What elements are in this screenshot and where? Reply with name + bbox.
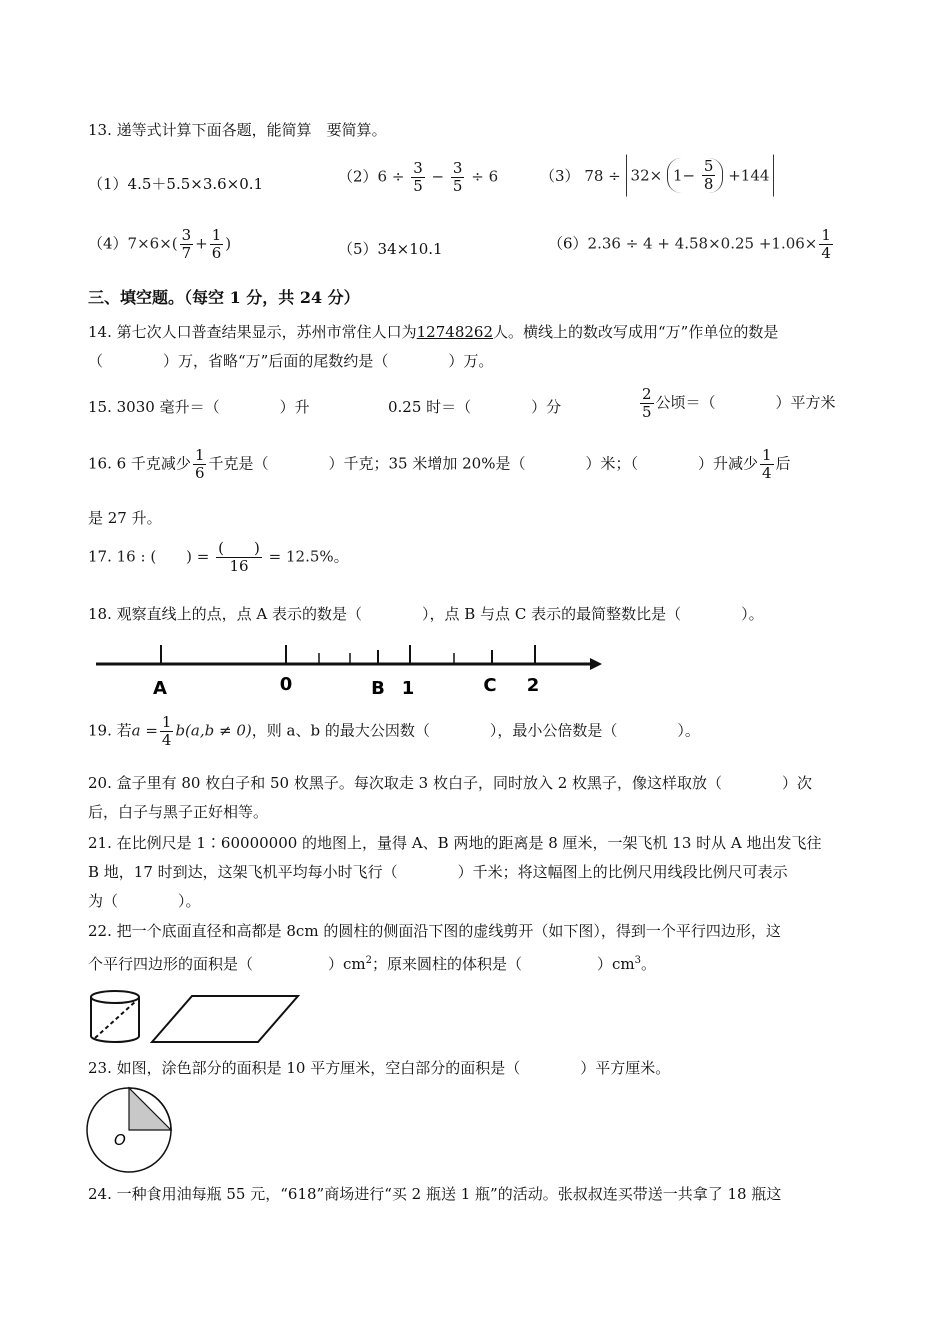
label-0: 0 — [279, 674, 293, 695]
q13-part1: （1）4.5＋5.5×3.6×0.1 — [88, 175, 264, 193]
q16-frac1 — [193, 447, 207, 482]
q19-frac — [160, 714, 174, 749]
q13-part3-frac — [702, 158, 716, 193]
q14-line2: （ ）万，省略“万”后面的尾数约是（ ）万。 — [88, 352, 494, 370]
q24-text: 24. 一种食用油每瓶 55 元，“618”商场进行“买 2 瓶送 1 瓶”的活动。张叔叔连买带送一共拿了 18 瓶这 — [88, 1185, 782, 1203]
frac-denominator: 4 — [161, 731, 172, 749]
q22-figures — [86, 988, 306, 1048]
q13-title: 13. 递等式计算下面各题，能简算 要简算。 — [88, 121, 387, 139]
q13-part6-label: （6） — [548, 234, 588, 253]
q13-part4-expr-b: ) — [225, 234, 232, 253]
q13-part3-expr-c: 1− — [672, 166, 696, 185]
q22-sup-3: 3 — [634, 955, 642, 966]
frac-denominator: 5 — [642, 403, 652, 421]
q21-line2: B 地，17 时到达，这架飞机平均每小时飞行（ ）千米；将这幅图上的比例尺用线段比例尺可表示 — [88, 863, 788, 881]
frac-denominator: 5 — [413, 177, 423, 195]
q13-part2 — [338, 160, 498, 195]
q14-text-a: 14. 第七次人口普查结果显示，苏州市常住人口为 — [88, 323, 417, 341]
q13-part4-frac1 — [180, 227, 194, 262]
q22-line1: 22. 把一个底面直径和高都是 8cm 的圆柱的侧面沿下图的虚线剪开（如下图），得到一个平行四边形，这 — [88, 922, 781, 940]
q16-text-c: 后 — [775, 454, 791, 473]
frac-denominator: 4 — [761, 464, 772, 482]
q16-text-b: 千克是（ ）千克；35 米增加 20%是（ ）米；（ ）升减少 — [208, 454, 758, 473]
q17-number: 17. — [88, 547, 112, 566]
q14-text-b: 人。横线上的数改写成用“万”作单位的数是 — [493, 323, 779, 341]
frac-numerator: 1 — [211, 226, 222, 244]
q13-part4-label: （4） — [88, 234, 128, 253]
frac-denominator: 8 — [703, 175, 714, 193]
q17-ratio: 16 : ( ) = — [116, 547, 210, 566]
frac-numerator: 1 — [821, 226, 831, 244]
frac-denominator: 7 — [181, 244, 192, 262]
q15-text-c: 公顷＝（ ）平方米 — [655, 393, 836, 412]
q20-line2: 后，白子与黑子正好相等。 — [88, 803, 269, 821]
frac-numerator: 1 — [194, 446, 205, 464]
label-C: C — [483, 675, 497, 696]
q13-part2-label: （2） — [338, 167, 378, 186]
q23-circle-figure — [84, 1085, 174, 1177]
q22-line2 — [88, 950, 656, 975]
cylinder-cut-line — [95, 1001, 136, 1038]
q15-frac — [640, 386, 654, 421]
frac-numerator: 5 — [703, 157, 714, 175]
frac-numerator: 3 — [413, 159, 423, 177]
q13-part3 — [540, 154, 774, 197]
frac-numerator: 3 — [452, 159, 463, 177]
q13-part4-expr-a: 7×6×( — [127, 234, 178, 253]
q22-text-a: 个平行四边形的面积是（ ）cm — [88, 955, 366, 973]
frac-numerator: 3 — [181, 226, 192, 244]
q13-part2-frac2 — [451, 160, 465, 195]
q13-part6 — [548, 227, 835, 262]
frac-denominator: 6 — [194, 464, 205, 482]
q13-part2-expr-a: 6 ÷ — [377, 167, 405, 186]
section3-heading: 三、填空题。（每空 1 分，共 24 分） — [88, 288, 360, 307]
label-2: 2 — [526, 675, 540, 696]
q19-line — [88, 714, 700, 749]
q15-part-b: 0.25 时＝（ ）分 — [388, 398, 562, 416]
frac-numerator: 2 — [642, 385, 652, 403]
frac-denominator: 4 — [821, 244, 831, 262]
q19-expr-b: b(a,b ≠ 0) — [175, 721, 252, 740]
frac-numerator: 1 — [161, 713, 172, 731]
q23-text: 23. 如图，涂色部分的面积是 10 平方厘米，空白部分的面积是（ ）平方厘米。 — [88, 1059, 671, 1077]
q13-part2-minus: − — [431, 167, 445, 186]
parallelogram — [152, 996, 298, 1042]
q13-part6-frac — [819, 227, 833, 262]
cylinder-bottom — [91, 1036, 139, 1042]
q13-part2-frac1 — [411, 160, 425, 195]
q17-percent: = 12.5% — [268, 547, 334, 566]
q19-expr-a: a = — [131, 721, 158, 740]
q13-part5: （5）34×10.1 — [338, 240, 443, 258]
q18-text: 18. 观察直线上的点，点 A 表示的数是（ ），点 B 与点 C 表示的最简整数比是（ ）。 — [88, 605, 764, 623]
q19-text-d: ，则 a、b 的最大公因数（ ），最小公倍数是（ ）。 — [251, 721, 700, 740]
frac-numerator: 1 — [761, 446, 772, 464]
q13-part3-expr-b: 32× — [630, 166, 663, 185]
frac-denominator: 16 — [229, 557, 249, 575]
label-A: A — [153, 678, 167, 699]
frac-denominator: 6 — [211, 244, 222, 262]
q14-line1 — [88, 321, 778, 343]
q16-line2: 是 27 升。 — [88, 509, 162, 527]
q13-part3-paren — [667, 158, 723, 193]
q16-text-a: 16. 6 千克减少 — [88, 454, 191, 473]
q15-part-c — [638, 386, 836, 421]
label-1: 1 — [401, 678, 415, 699]
q13-part6-expr: 2.36 ÷ 4 + 4.58×0.25 +1.06× — [587, 234, 818, 253]
q21-line3: 为（ ）。 — [88, 892, 201, 910]
q18-number-line — [90, 640, 610, 700]
q13-part3-label: （3） — [540, 167, 580, 185]
q22-text-b: ；原来圆柱的体积是（ ）cm — [372, 955, 635, 973]
frac-numerator: ( ) — [218, 539, 260, 557]
cylinder-top — [91, 991, 139, 1003]
number-line-arrow — [590, 658, 602, 670]
q21-line1: 21. 在比例尺是 1∶60000000 的地图上，量得 A、B 两地的距离是 8 厘米，一架飞机 13 时从 A 地出发飞往 — [88, 834, 822, 852]
q13-part3-bracket — [626, 154, 775, 197]
q16-frac2 — [760, 447, 774, 482]
q16-line1 — [88, 447, 791, 482]
q13-part4 — [88, 227, 231, 262]
q13-part4-frac2 — [210, 227, 224, 262]
q15-part-a: 15. 3030 毫升＝（ ）升 — [88, 398, 310, 416]
q20-line1: 20. 盒子里有 80 枚白子和 50 枚黑子。每次取走 3 枚白子，同时放入 2 枚黑子，像这样取放（ ）次 — [88, 774, 813, 792]
label-B: B — [371, 678, 385, 699]
frac-denominator: 5 — [452, 177, 463, 195]
center-label-O: O — [114, 1131, 126, 1149]
q13-part3-expr-a: 78 ÷ — [584, 166, 621, 185]
q17-line — [88, 540, 349, 575]
q13-part2-expr-b: ÷ 6 — [471, 167, 499, 186]
q14-underlined-number: 12748262 — [416, 323, 493, 341]
q22-sup-2: 2 — [365, 955, 373, 966]
q22-text-c: 。 — [641, 955, 657, 973]
q17-frac — [216, 540, 262, 575]
q17-period: 。 — [333, 547, 349, 566]
q13-part4-plus: + — [195, 234, 208, 253]
q13-part3-expr-d: +144 — [728, 166, 770, 185]
q19-text-a: 19. 若 — [88, 721, 132, 740]
